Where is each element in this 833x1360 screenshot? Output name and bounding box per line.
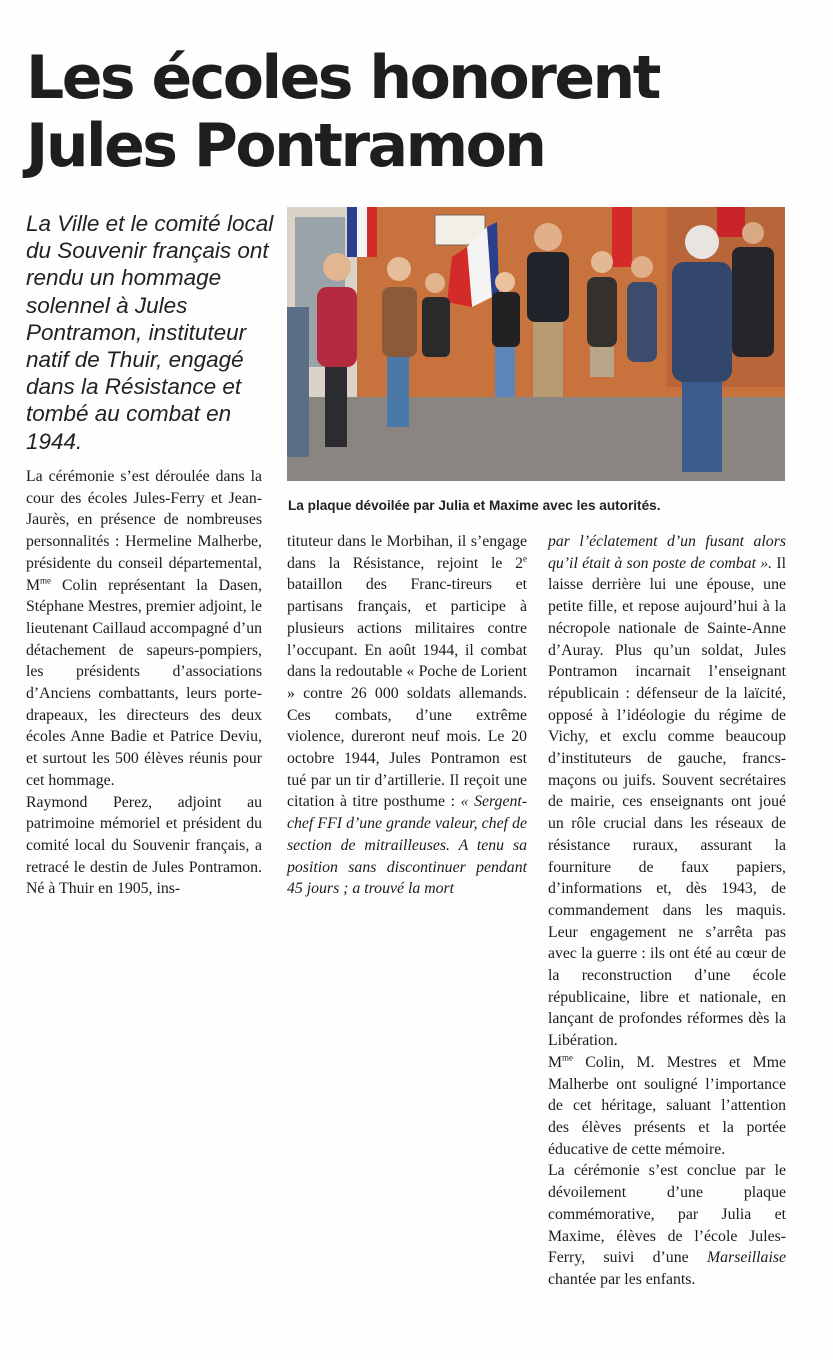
text-run: M [548,1053,563,1071]
emphasis: Marseillaise [707,1249,786,1267]
citation-quote: « Sergent-chef FFI d’une grande valeur, chef de section de mitrailleuses. A tenu sa position sans discontinuer pendant 45 jours ; a trouvé la mort [287,793,528,898]
title-line-1: Les écoles honorent [26,43,659,113]
paragraph [548,1160,786,1290]
paragraph [26,466,262,792]
text-column-2 [287,531,527,900]
ceremony-photo [287,207,785,481]
title-line-2: Jules Pontramon [26,111,545,181]
text-run: La cérémonie s’est conclue par le dévoilement d’une plaque commémorative, par Julia et Maxime, élèves de l’école Jules-Ferry, suivi d’une [548,1162,786,1267]
text-run: Colin, M. Mestres et Mme Malherbe ont souligné l’importance de cet héritage, saluant l’attention des élèves présents et la portée éducative de cette mémoire. [548,1053,786,1158]
text-column-3 [548,531,786,1291]
paragraph: Raymond Perez, adjoint au patrimoine mémoriel et président du comité local du Souvenir français, a retracé le destin de Jules Pontramon. Né à Thuir en 1905, ins- [26,793,262,898]
text-run: chantée par les enfants. [548,1270,696,1288]
text-run: tituteur dans le Morbihan, il s’engage dans la Résistance, rejoint le 2 [287,533,527,572]
paragraph [548,531,786,1052]
text-column-1 [26,466,262,900]
article-photo [287,207,785,481]
photo-caption: La plaque dévoilée par Julia et Maxime avec les autorités. [288,498,661,513]
text-run: La cérémonie s’est déroulée dans la cour des écoles Jules-Ferry et Jean-Jaurès, en présence de nombreuses personnalités : Hermeline Malherbe, présidente du conseil départemental, M [26,468,262,594]
article-lede: La Ville et le comité local du Souvenir français ont rendu un hommage solennel à Jules Pontramon, instituteur natif de Thuir, engagé dans la Résistance et tombé au combat en 1944. [26,211,274,454]
citation-quote-end: par l’éclatement d’un fusant alors qu’il était à son poste de combat ». [548,533,786,572]
text-run: bataillon des Franc-tireurs et partisans français, et participe à plusieurs actions militaires contre l’occupant. En août 1944, il combat dans la redoutable « Poche de Lorient » contre 26 000 soldats allemands. Ces combats, d’une extrême violence, dureront neuf mois. Le 20 octobre 1944, Jules Pontramon est tué par un tir d’artillerie. Il reçoit une citation à titre posthume : [287,576,527,811]
paragraph [548,1052,786,1161]
text-run: Colin représentant la Dasen, Stéphane Mestres, premier adjoint, le lieutenant Caillaud accompagné d’un détachement de sapeurs-pompiers, les présidents d’associations d’Anciens combattants, leurs porte-drapeaux, les directeurs des deux écoles Anne Badie et Patrice Deviu, et surtout les 500 élèves réunis pour cet hommage. [26,576,263,789]
superscript: me [40,575,52,586]
paragraph [287,531,527,900]
superscript: me [562,1052,574,1063]
article-title [26,44,726,180]
superscript: e [523,553,527,564]
text-run: Il laisse derrière lui une épouse, une petite fille, et repose aujourd’hui à la nécropole nationale de Sainte-Anne d’Auray. Plus qu’un soldat, Jules Pontramon incarnait l’enseignant républicain : défenseur de la laïcité, opposé à l’idéologie du régime de Vichy, et exclu comme beaucoup d’instituteurs de gauche, francs-maçons ou juifs. Souvent secrétaires de mairie, ces enseignants ont joué un rôle crucial dans les réseaux de résistance ruraux, assurant la fourniture de faux papiers, d’informations et, dès 1943, de commandement dans les maquis. Leur engagement ne s’arrêta pas avec la guerre : ils ont été au cœur de la reconstruction d’une école républicaine, libre et nationale, en lançant de profondes réformes dès la Libération. [548,554,786,1050]
